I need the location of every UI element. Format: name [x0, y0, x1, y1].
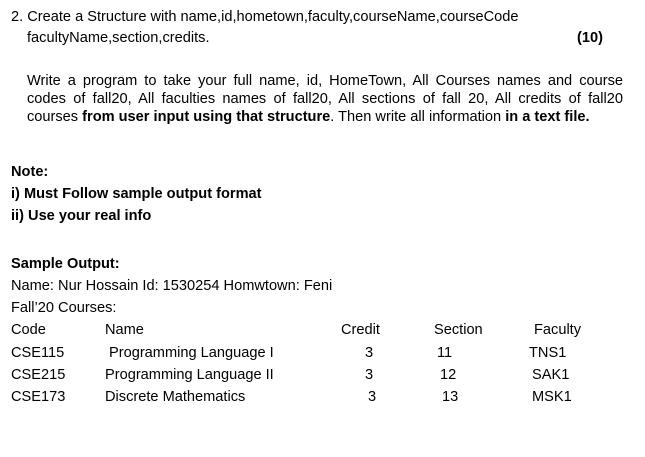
sample-output-heading: Sample Output:: [11, 256, 120, 272]
row-credit: 3: [368, 389, 377, 405]
paragraph-bold-2: in a text file.: [505, 109, 590, 125]
sample-info-line: Name: Nur Hossain Id: 1530254 Homwtown: Feni: [11, 278, 333, 294]
row-credit: 3: [365, 367, 374, 383]
header-credit: Credit: [341, 322, 380, 338]
header-section: Section: [434, 322, 483, 338]
question-line-2: facultyName,section,credits.: [27, 30, 210, 46]
note-item-1: i) Must Follow sample output format: [11, 186, 262, 202]
row-faculty: TNS1: [529, 345, 567, 361]
row-code: CSE215: [11, 367, 66, 383]
paragraph-text-2: . Then write all information: [330, 109, 506, 125]
row-name: Programming Language II: [105, 367, 274, 383]
paragraph-text-1: Write a program to take your full name, id, HomeTown, All Courses names and course codes of fall20, All faculties names of fall20, All sections of fall 20, All credits of fall20 courses: [27, 73, 623, 125]
row-name: Programming Language I: [109, 345, 274, 361]
row-name: Discrete Mathematics: [105, 389, 246, 405]
question-line-1: 2. Create a Structure with name,id,hometown,faculty,courseName,courseCode: [11, 9, 519, 25]
row-section: 11: [437, 345, 453, 361]
row-section: 12: [440, 367, 457, 383]
note-heading: Note:: [11, 164, 49, 180]
header-name: Name: [105, 322, 144, 338]
header-code: Code: [11, 322, 46, 338]
row-code: CSE173: [11, 389, 66, 405]
question-marks: (10): [577, 30, 603, 46]
note-item-2: ii) Use your real info: [11, 208, 152, 224]
instruction-paragraph: [27, 72, 623, 126]
row-faculty: MSK1: [532, 389, 572, 405]
row-faculty: SAK1: [532, 367, 570, 383]
row-credit: 3: [365, 345, 374, 361]
row-section: 13: [442, 389, 459, 405]
paragraph-bold-1: from user input using that structure: [82, 109, 331, 125]
row-code: CSE115: [11, 345, 65, 361]
header-faculty: Faculty: [534, 322, 582, 338]
courses-label: Fall’20 Courses:: [11, 300, 117, 316]
